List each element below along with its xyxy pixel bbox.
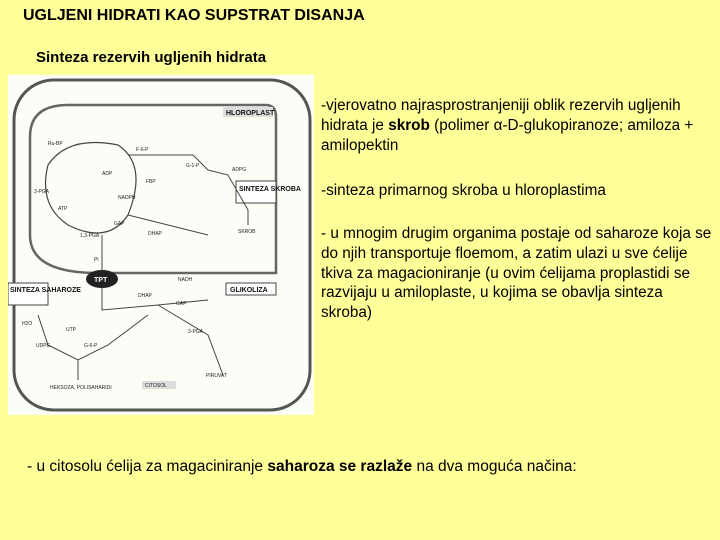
slide-subtitle: Sinteza rezervih ugljenih hidrata	[36, 49, 267, 66]
label-13pga: 1,3-PGA	[80, 233, 100, 239]
label-g1p: G-1-P	[186, 163, 200, 169]
label-heksoza: HEKSOZA, POLISAHARIDI	[50, 385, 112, 391]
label-dhap-cyt: DHAP	[138, 293, 152, 299]
cell-membrane	[14, 80, 310, 410]
sucrose-synthesis-label: SINTEZA SAHAROZE	[10, 287, 81, 294]
tpt-label: TPT	[94, 277, 108, 284]
label-gap: GAP	[114, 221, 125, 227]
label-atp: ATP	[58, 206, 68, 212]
label-rubp: Ru-BP	[48, 141, 63, 147]
label-nadh: NADH	[178, 277, 193, 283]
sucrose-path	[38, 315, 148, 360]
metabolism-diagram	[8, 75, 314, 415]
glycolysis-label: GLIKOLIZA	[230, 287, 268, 294]
label-3pga-cyt: 3-PGA	[188, 329, 204, 335]
label-piruvat: PIRUVAT	[206, 373, 227, 379]
slide-title: UGLJENI HIDRATI KAO SUPSTRAT DISANJA	[23, 7, 365, 24]
label-f6p: F-6-P	[136, 147, 149, 153]
label-skrob: SKROB	[238, 229, 256, 235]
triose-path	[128, 215, 208, 235]
label-g6p: G-6-P	[84, 343, 98, 349]
label-gap-cyt: GAP	[176, 301, 187, 307]
label-dhap: DHAP	[148, 231, 162, 237]
chloroplast-label: HLOROPLAST	[226, 110, 275, 117]
bottom-statement: - u citosolu ćelija za magaciniranje saharoza se razlaže na dva moguća načina:	[27, 458, 577, 475]
label-adpg: ADPG	[232, 167, 247, 173]
label-pi: Pi	[94, 257, 99, 263]
label-h2o: H2O	[22, 321, 33, 327]
label-3pga: 3-PGA	[34, 189, 50, 195]
paragraph-starch: -vjerovatno najrasprostranjeniji oblik rezervih ugljenih hidrata je skrob (polimer α-D-glukopiranoze; amiloza + amilopektin	[321, 97, 694, 154]
glycolysis-path	[158, 305, 223, 375]
label-fbp: FBP	[146, 179, 156, 185]
calvin-cycle-path	[46, 143, 137, 234]
cytosol-label: CITOSOL	[145, 383, 167, 389]
label-adp: ADP	[102, 171, 113, 177]
label-nadph: NADPH	[118, 195, 136, 201]
starch-synthesis-label: SINTEZA SKROBA	[239, 186, 301, 193]
label-udpg: UDPG	[36, 343, 51, 349]
paragraph-sucrose-transport: - u mnogim drugim organima postaje od saharoze koja se do njih transportuje floemom, a zatim ulazi u sve ćelije tkiva za magacioniranje (u ovim ćelijama proplastidi se razvijaju u amiloplaste, u kojima se obavlja sinteza skroba)	[321, 225, 712, 322]
diagram-svg	[8, 75, 314, 415]
paragraph-primary-starch: -sinteza primarnog skroba u hloroplastima	[321, 182, 606, 199]
label-utp: UTP	[66, 327, 76, 333]
